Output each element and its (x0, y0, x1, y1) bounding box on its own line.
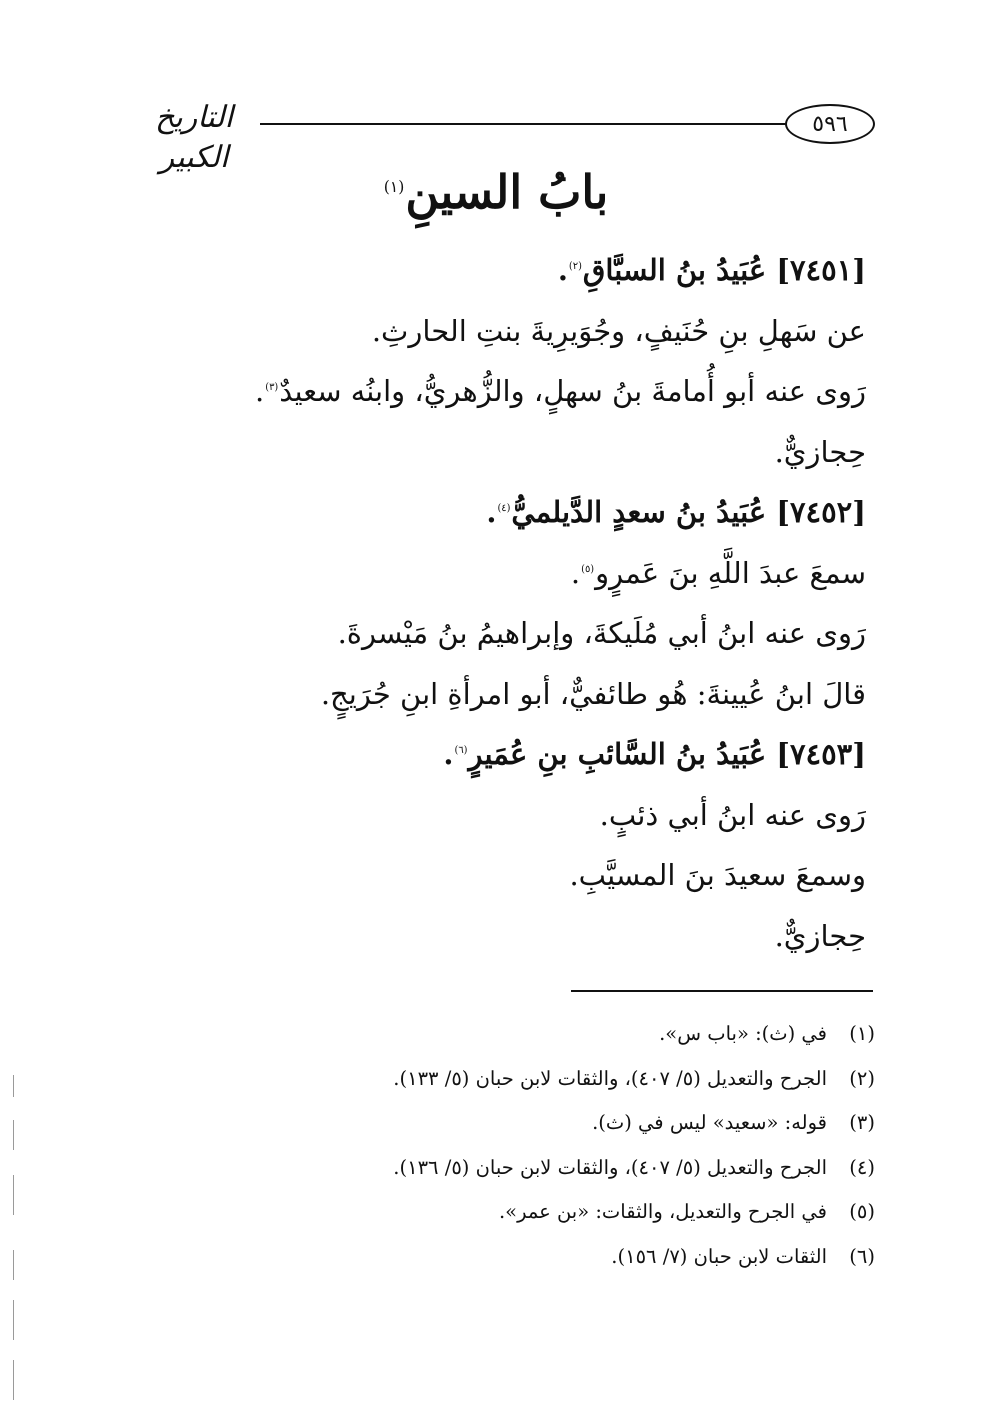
footnote-number: (٤) (849, 1155, 875, 1179)
text-line (146, 603, 866, 664)
page-number: ٥٩٦ (785, 104, 875, 144)
text-line (146, 785, 866, 846)
entry-heading-text: [٧٤٥١] عُبَيدُ بنُ السبَّاقِ (582, 253, 866, 287)
text-line-content: حِجازيٌّ. (774, 434, 866, 469)
footnote-ref: (١) (383, 176, 405, 196)
punctuation: . (443, 737, 454, 771)
text-line-content: حِجازيٌّ. (774, 918, 866, 953)
punctuation: . (486, 495, 497, 529)
footnotes (215, 1012, 875, 1279)
scan-mark (13, 1075, 14, 1097)
text-line-content: رَوى عنه أبو أُمامةَ بنُ سهلٍ، والزُّهريُّ، وابنُه سعيدٌ (279, 374, 866, 408)
footnote (215, 1235, 875, 1280)
text-line (146, 543, 866, 604)
text-line-content: سمعَ عبدَ اللَّهِ بنَ عَمرٍو (595, 555, 866, 590)
footnote-text: في الجرح والتعديل، والثقات: «بن عمر». (498, 1200, 827, 1223)
punctuation: . (255, 374, 265, 408)
footnote-ref: (٦) (454, 745, 468, 757)
text-line (146, 361, 866, 422)
scan-mark (13, 1120, 14, 1150)
text-line-content: وسمعَ سعيدَ بنَ المسيَّبِ. (569, 858, 866, 892)
chapter-heading (0, 160, 991, 224)
text-line (146, 422, 866, 483)
punctuation: . (557, 253, 568, 287)
footnote (215, 1146, 875, 1191)
scan-mark (13, 1250, 14, 1280)
footnote-number: (٣) (849, 1111, 875, 1134)
book-title: التاريخ الكبير (155, 100, 233, 175)
text-line (146, 664, 866, 725)
footnote-number: (٥) (849, 1200, 875, 1223)
entry-heading-text: [٧٤٥٣] عُبَيدُ بنُ السَّائبِ بنِ عُمَيرٍ (468, 737, 866, 771)
footnote (215, 1057, 875, 1102)
text-line (146, 906, 866, 967)
entry-heading (146, 240, 866, 301)
text-line-content: رَوى عنه ابنُ أبي مُلَيكةَ، وإبراهيمُ بنُ مَيْسرةَ. (337, 616, 866, 650)
footnote-text: قوله: «سعيد» ليس في (ث). (592, 1111, 827, 1134)
scan-mark (13, 1175, 14, 1215)
running-header (130, 98, 875, 175)
footnote-number: (٦) (849, 1244, 875, 1268)
footnote-text: في (ث): «باب س». (659, 1022, 827, 1045)
scan-mark (13, 1360, 14, 1400)
text-line-content: عن سَهلِ بنِ حُنَيفٍ، وجُوَيرِيةَ بنتِ الحارثِ. (371, 313, 866, 348)
footnote (215, 1101, 875, 1146)
entry-heading-text: [٧٤٥٢] عُبَيدُ بنُ سعدٍ الدَّيلميُّ (511, 495, 866, 529)
footnote-ref: (٢) (568, 261, 582, 273)
footnote (215, 1012, 875, 1057)
footnote-number: (١) (849, 1022, 875, 1045)
text-line (146, 845, 866, 906)
footnote (215, 1190, 875, 1235)
scan-mark (13, 1300, 14, 1340)
footnote-separator (571, 990, 873, 992)
entry-heading (146, 724, 866, 785)
punctuation: . (570, 555, 581, 590)
footnote-number: (٢) (849, 1066, 875, 1090)
footnote-ref: (٥) (581, 563, 595, 575)
footnote-text: الجرح والتعديل (٥/ ٤٠٧)، والثقات لابن حبان (٥/ ١٣٦). (393, 1155, 827, 1179)
entry-heading (146, 482, 866, 543)
footnote-ref: (٤) (497, 503, 511, 515)
footnote-text: الثقات لابن حبان (٧/ ١٥٦). (611, 1244, 827, 1268)
text-line (146, 301, 866, 362)
footnote-ref: (٣) (265, 382, 279, 394)
footnote-text: الجرح والتعديل (٥/ ٤٠٧)، والثقات لابن حبان (٥/ ١٣٣). (393, 1066, 827, 1090)
body-text (146, 240, 866, 966)
text-line-content: رَوى عنه ابنُ أبي ذئبٍ. (599, 797, 866, 832)
chapter-title-text: بابُ السينِ (405, 165, 609, 219)
text-line-content: قالَ ابنُ عُيينةَ: هُو طائفيٌّ، أبو امرأةِ ابنِ جُرَيجٍ. (320, 676, 866, 711)
header-rule (260, 123, 787, 125)
